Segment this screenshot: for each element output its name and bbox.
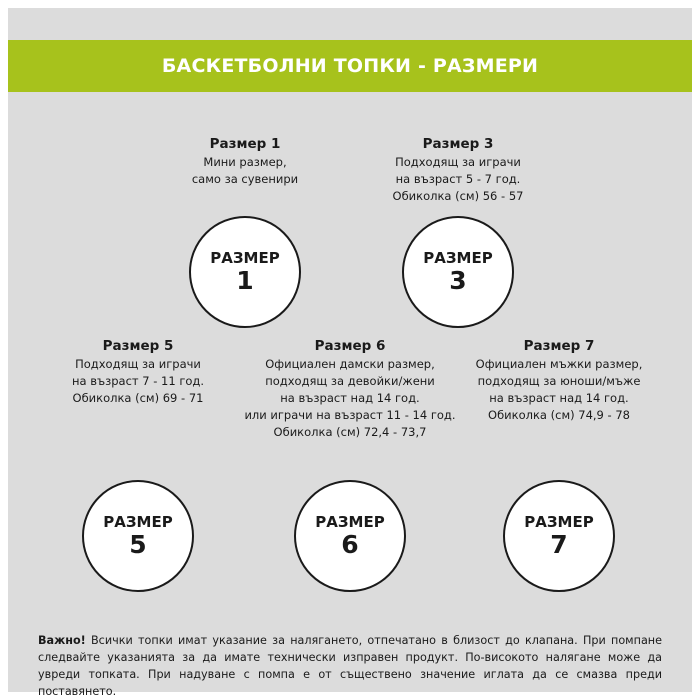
important-note (38, 632, 662, 700)
circle-number: 6 (341, 530, 359, 559)
size-description-line: подходящ за девойки/жени (265, 374, 435, 388)
size-heading: Размер 1 (209, 136, 281, 152)
size-description-line: или играчи на възраст 11 - 14 год. (244, 408, 456, 422)
circle-label: РАЗМЕР (423, 249, 493, 267)
size-1-info (170, 134, 320, 188)
size-description-line: Обиколка (см) 56 - 57 (392, 189, 524, 203)
size-6-circle (294, 480, 406, 592)
size-description-line: Обиколка (см) 74,9 - 78 (488, 408, 630, 422)
circle-label: РАЗМЕР (315, 513, 385, 531)
size-heading: Размер 3 (422, 136, 494, 152)
circle-number: 1 (236, 266, 254, 295)
note-text: Всички топки имат указание за налягането, отпечатано в близост до клапана. При помпане следвайте указанията за да имате технически изправен продукт. По-високото налягане може да увреди топката. При надуване с помпа е от съществено значение иглата да се смазва преди поставянето. (38, 634, 662, 698)
size-description-line: Мини размер, (203, 155, 287, 169)
size-description-line: Обиколка (см) 69 - 71 (72, 391, 204, 405)
size-description-line: на възраст над 14 год. (280, 391, 420, 405)
size-description-line: на възраст над 14 год. (489, 391, 629, 405)
size-6-info (240, 336, 460, 441)
circle-label: РАЗМЕР (524, 513, 594, 531)
title-banner (8, 40, 692, 92)
size-description-line: на възраст 7 - 11 год. (71, 374, 204, 388)
size-heading: Размер 7 (523, 338, 595, 354)
circle-number: 3 (449, 266, 467, 295)
size-chart-panel (8, 8, 692, 698)
circle-number: 5 (129, 530, 147, 559)
size-description-line: Официален дамски размер, (265, 357, 435, 371)
size-5-circle (82, 480, 194, 592)
size-description-line: Обиколка (см) 72,4 - 73,7 (273, 425, 427, 439)
size-7-info (464, 336, 654, 424)
page-title: БАСКЕТБОЛНИ ТОПКИ - РАЗМЕРИ (161, 55, 539, 77)
circle-label: РАЗМЕР (210, 249, 280, 267)
size-description-line: подходящ за юноши/мъже (477, 374, 641, 388)
size-description-line: Официален мъжки размер, (475, 357, 643, 371)
size-description-line: на възраст 5 - 7 год. (395, 172, 521, 186)
note-bold-label: Важно! (38, 634, 86, 647)
size-heading: Размер 6 (314, 338, 386, 354)
circle-number: 7 (550, 530, 568, 559)
size-5-info (48, 336, 228, 407)
size-description-line: само за сувенири (191, 172, 299, 186)
size-7-circle (503, 480, 615, 592)
circle-label: РАЗМЕР (103, 513, 173, 531)
size-3-info (368, 134, 548, 205)
size-description-line: Подходящ за играчи (75, 357, 201, 371)
size-3-circle (402, 216, 514, 328)
size-1-circle (189, 216, 301, 328)
size-heading: Размер 5 (102, 338, 174, 354)
size-description-line: Подходящ за играчи (395, 155, 521, 169)
